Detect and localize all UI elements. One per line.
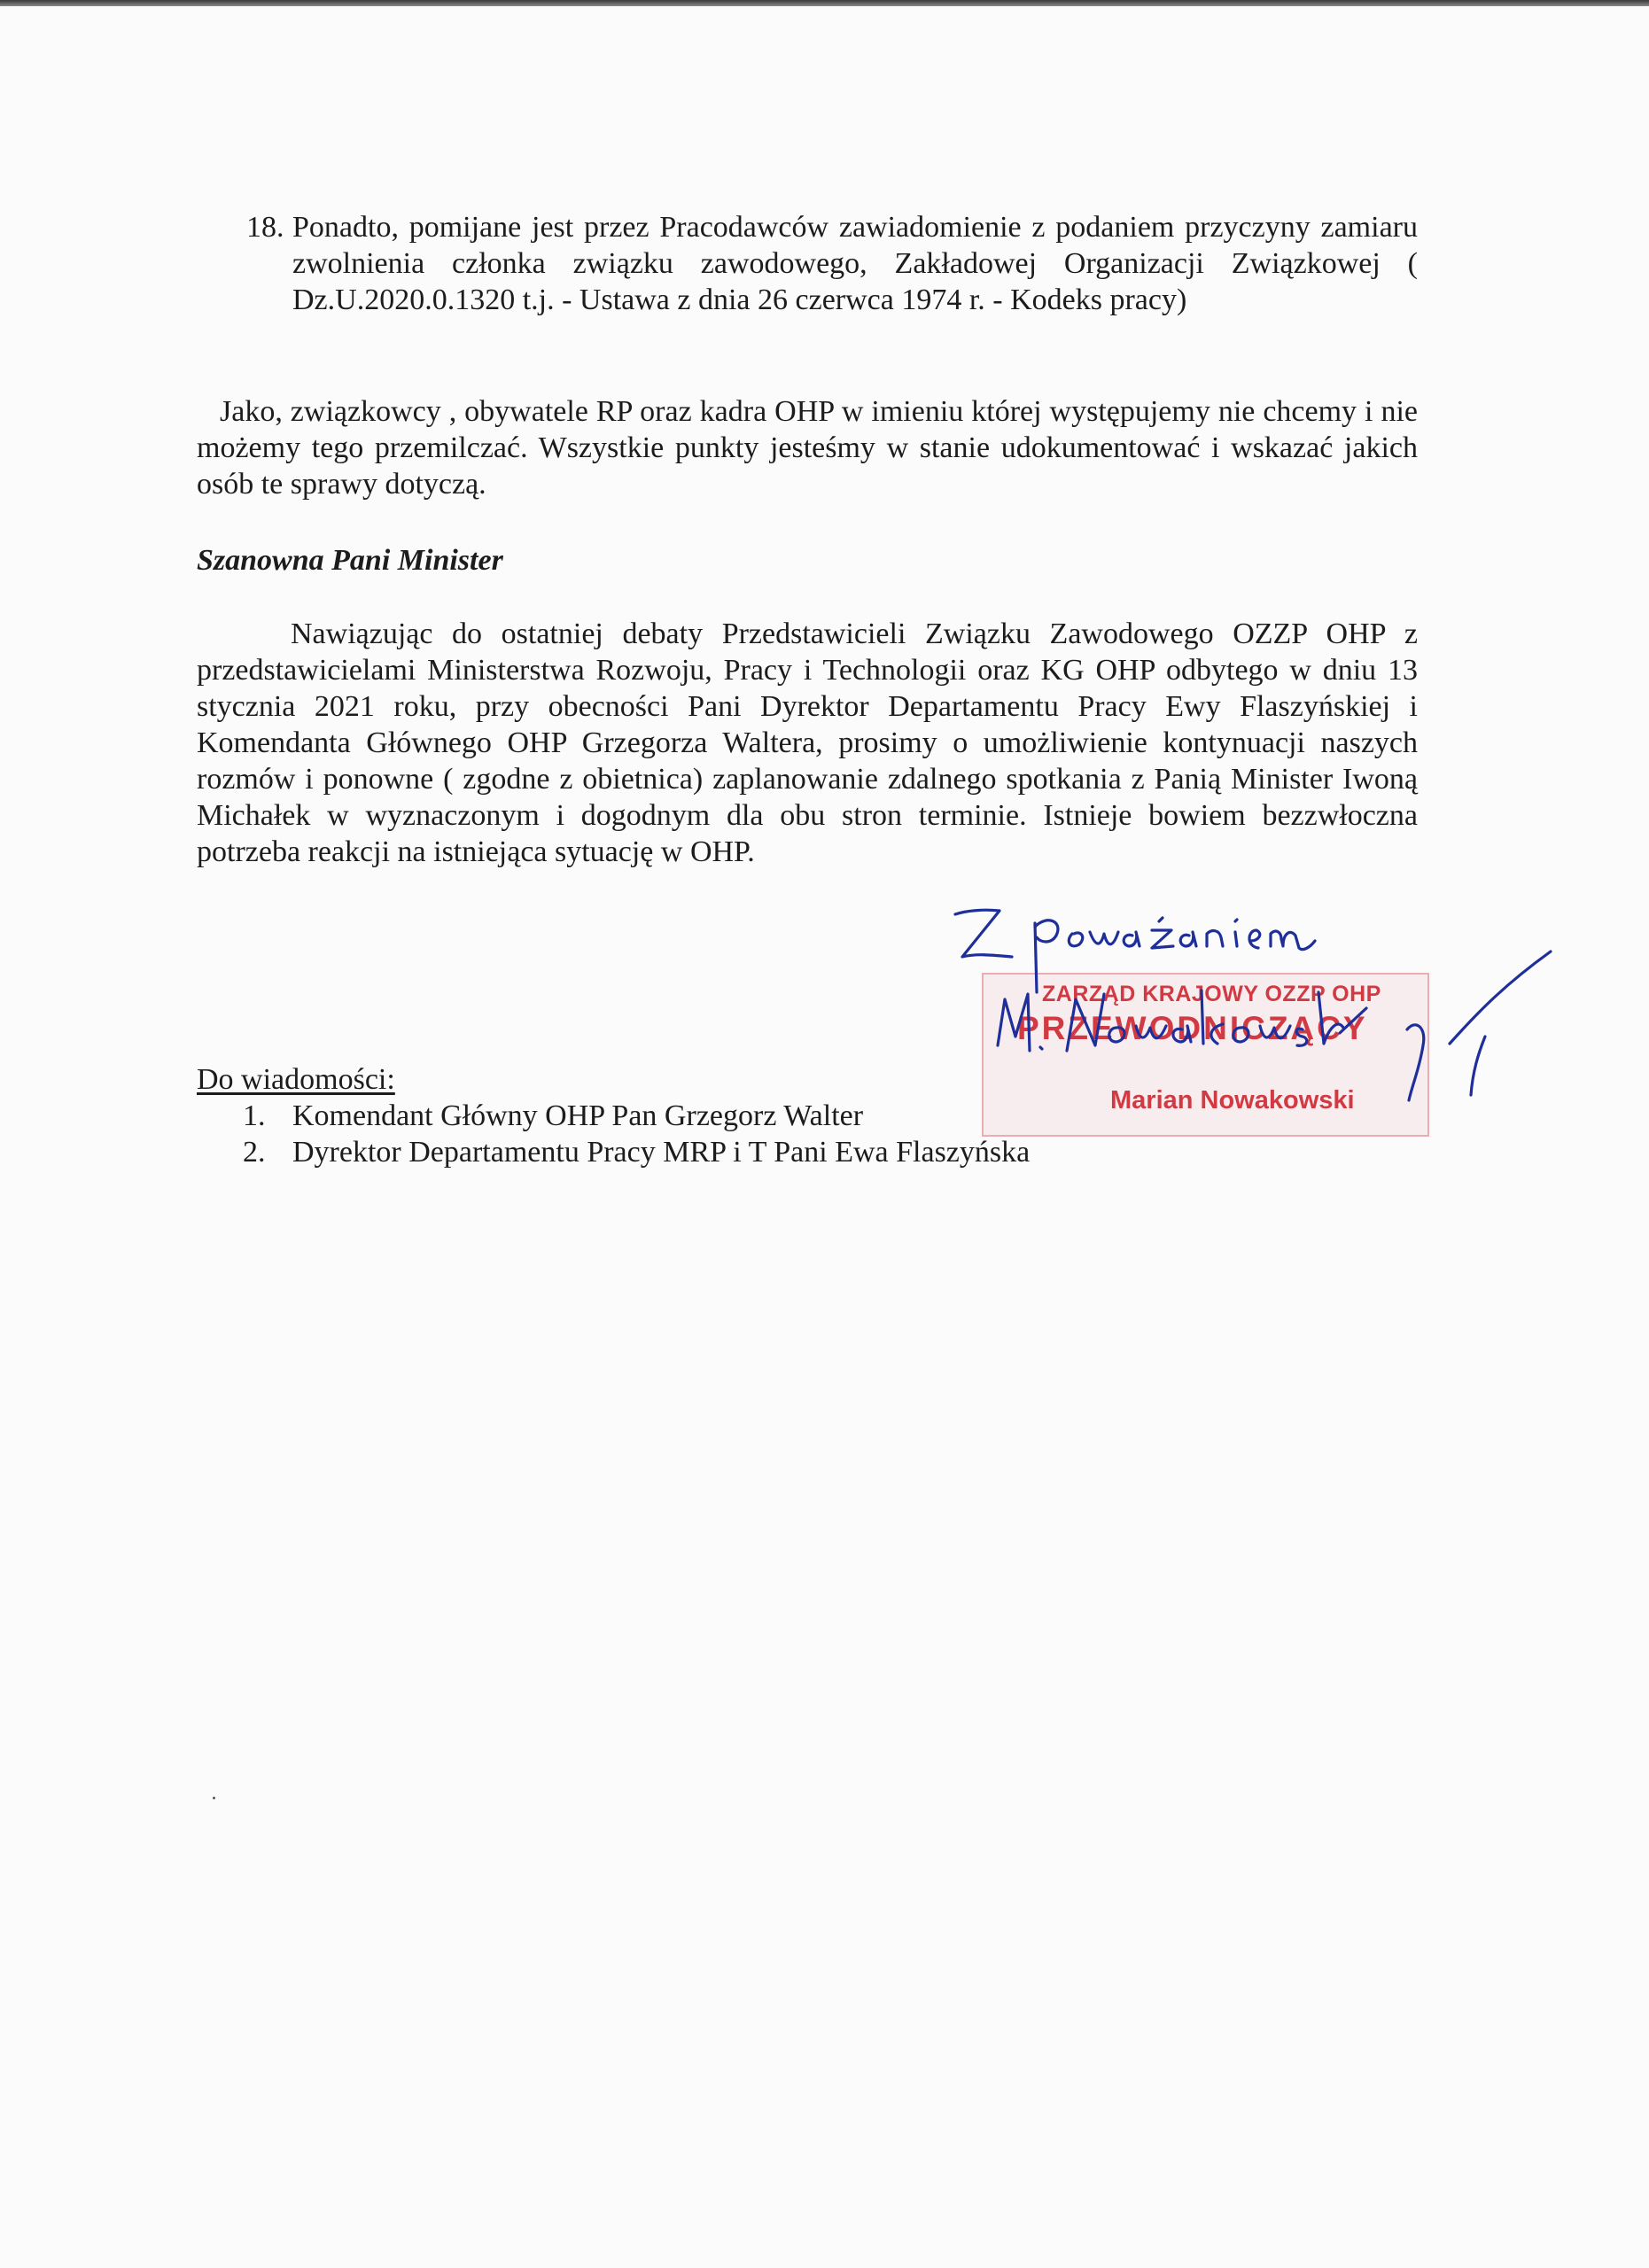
cc-item	[197, 1098, 1171, 1134]
stamp-role: PRZEWODNICZĄCY	[1017, 1010, 1368, 1046]
cc-item-text: Dyrektor Departamentu Pracy MRP i T Pani Ewa Flaszyńska	[292, 1136, 1031, 1169]
cc-list	[197, 1098, 1171, 1170]
stamp-name: Marian Nowakowski	[1110, 1086, 1355, 1115]
cc-item-text: Komendant Główny OHP Pan Grzegorz Walter	[292, 1099, 864, 1132]
cc-item	[197, 1134, 1171, 1170]
scan-speck	[213, 1797, 215, 1799]
cc-item-number: 1.	[243, 1099, 266, 1132]
list-item-18	[246, 209, 1418, 318]
cc-item-number: 2.	[243, 1136, 266, 1169]
paragraph-union-statement: Jako, związkowcy , obywatele RP oraz kadra OHP w imieniu której występujemy nie chcemy i nie możemy tego przemilczać. Wszystkie punkty jesteśmy w stanie udokumentować i wskazać jakich osób te sprawy dotyczą.	[197, 395, 1418, 501]
salutation: Szanowna Pani Minister	[197, 544, 503, 577]
list-item-number: 18.	[246, 211, 284, 244]
cc-section	[197, 1061, 1171, 1170]
cc-title: Do wiadomości:	[197, 1063, 395, 1096]
list-item-text: Ponadto, pomijane jest przez Pracodawców zawiadomienie z podaniem przyczyny zamiaru zwolnienia członka związku zawodowego, Zakładowej Organizacji Związkowej ( Dz.U.2020.0.1320 t.j. - Ustawa z dnia 26 czerwca 1974 r. - Kodeks pracy)	[292, 211, 1418, 316]
stamp-organization: ZARZĄD KRAJOWY OZZP OHP	[1042, 982, 1381, 1006]
paragraph-meeting-request: Nawiązując do ostatniej debaty Przedstawicieli Związku Zawodowego OZZP OHP z przedstawicielami Ministerstwa Rozwoju, Pracy i Technologii oraz KG OHP odbytego w dniu 13 stycznia 2021 roku, przy obecności Pani Dyrektor Departamentu Pracy Ewy Flaszyńskiej i Komendanta Głównego OHP Grzegorza Waltera, prosimy o umożliwienie kontynuacji naszych rozmów i ponowne ( zgodne z obietnica) zaplanowanie zdalnego spotkania z Panią Minister Iwoną Michałek w wyznaczonym i dogodnym dla obu stron terminie. Istnieje bowiem bezzwłoczna potrzeba reakcji na istniejąca sytuację w OHP.	[197, 617, 1418, 868]
